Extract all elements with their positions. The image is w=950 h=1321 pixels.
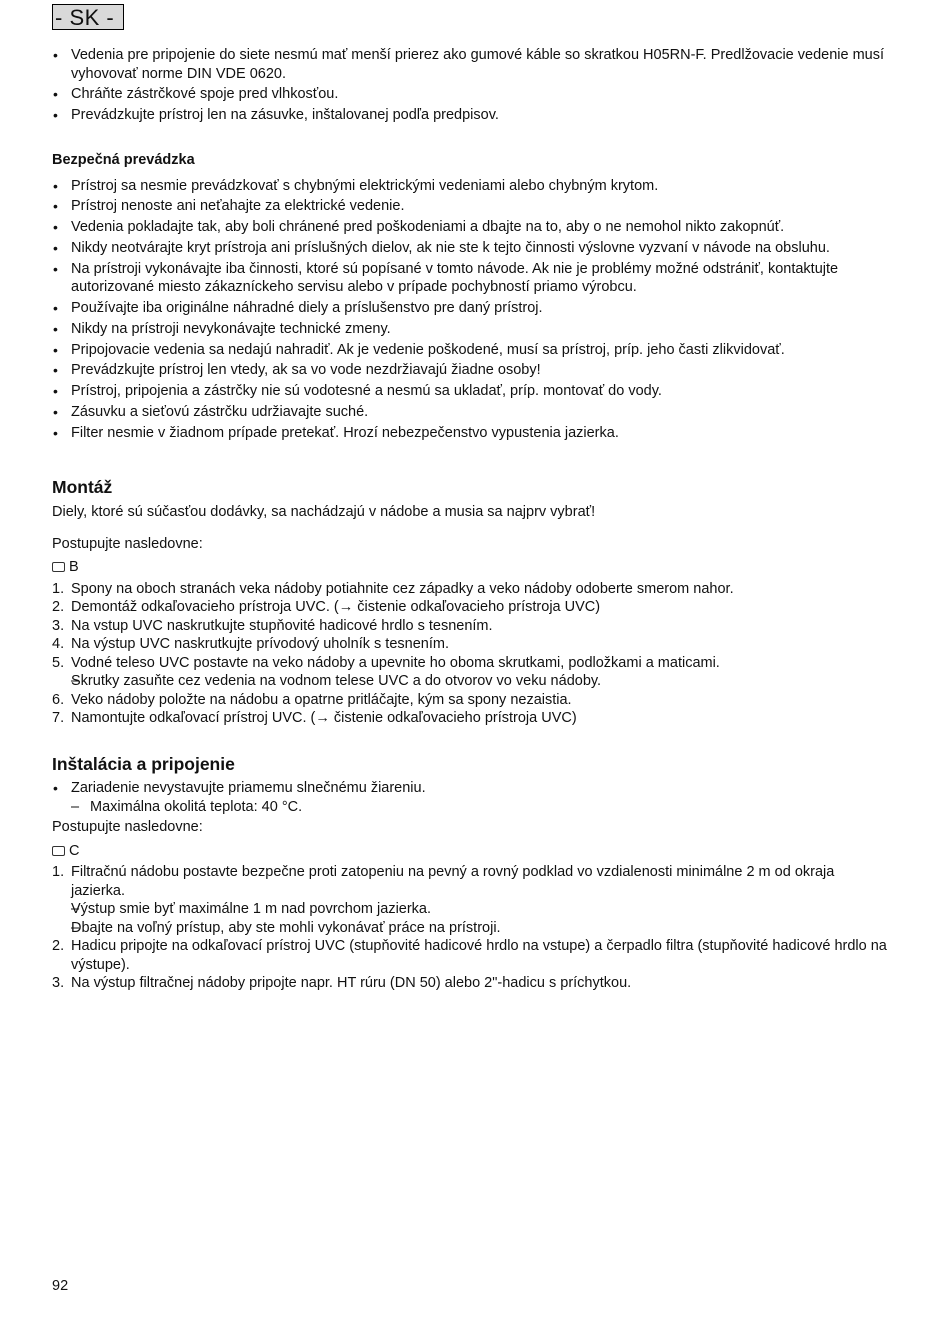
step-item: 3. Na vstup UVC naskrutkujte stupňovité hadicové hrdlo s tesnením. xyxy=(52,617,493,634)
list-item: • Prevádzkujte prístroj len na zásuvke, inštalovanej podľa predpisov. xyxy=(52,106,892,125)
step-item: 4. Na výstup UVC naskrutkujte prívodový uholník s tesnením. xyxy=(52,636,449,652)
step-substep: – Výstup smie byť maximálne 1 m nad povrchom jazierka. xyxy=(52,900,892,919)
page-number: 92 xyxy=(52,1278,69,1294)
list-item: • Nikdy neotvárajte kryt prístroja ani príslušných dielov, ak nie ste k tejto činnosti výslovne vyzvaní v návode na obsluhu. xyxy=(52,239,892,258)
step-item: 1. Filtračnú nádobu postavte bezpečne proti zatopeniu na pevný a rovný podklad vo vzdialenosti minimálne 2 m od okraja jazierka. xyxy=(52,864,835,899)
assembly-steps xyxy=(52,580,892,728)
list-item: • Vedenia pokladajte tak, aby boli chránené pred poškodeniami a dbajte na to, aby o ne nemohol nikto zakopnúť. xyxy=(52,218,892,237)
step-item: 7. Namontujte odkaľovací prístroj UVC. (→ čistenie odkaľovacieho prístroja UVC) xyxy=(52,710,577,726)
intro-bullet-list xyxy=(52,46,892,125)
list-item: • Prístroj, pripojenia a zástrčky nie sú vodotesné a nesmú sa ukladať, príp. montovať do vody. xyxy=(52,382,892,401)
assembly-section xyxy=(52,476,892,728)
installation-steps xyxy=(52,863,892,993)
figure-reference xyxy=(52,558,892,577)
step-item: 1. Spony na oboch stranách veka nádoby potiahnite cez západky a veko nádoby odoberte smerom nahor. xyxy=(52,580,734,597)
step-item: 6. Veko nádoby položte na nádobu a opatrne pritláčajte, kým sa spony nezaistia. xyxy=(52,691,572,708)
list-item: • Prevádzkujte prístroj len vtedy, ak sa vo vode nezdržiavajú žiadne osoby! xyxy=(52,361,892,380)
list-subitem: – Maximálna okolitá teplota: 40 °C. xyxy=(52,798,892,817)
language-tag: - SK - xyxy=(52,4,124,30)
figure-reference xyxy=(52,842,892,861)
list-item: • Zariadenie nevystavujte priamemu slnečnému žiareniu. xyxy=(52,779,892,798)
figure-label: B xyxy=(69,559,79,575)
list-item: • Pripojovacie vedenia sa nedajú nahradiť. Ak je vedenie poškodené, musí sa prístroj, príp. jeho časti zlikvidovať. xyxy=(52,341,892,360)
safe-operation-list xyxy=(52,177,892,443)
list-item: • Používajte iba originálne náhradné diely a príslušenstvo pre daný prístroj. xyxy=(52,299,892,318)
section-heading: Bezpečná prevádzka xyxy=(52,152,195,168)
step-item: 2. Demontáž odkaľovacieho prístroja UVC. (→ čistenie odkaľovacieho prístroja UVC) xyxy=(52,599,601,615)
proceed-text: Postupujte nasledovne: xyxy=(52,819,203,835)
step-substep: – Skrutky zasuňte cez vedenia na vodnom telese UVC a do otvorov vo veku nádoby. xyxy=(52,672,892,691)
installation-section xyxy=(52,753,892,993)
list-item: • Na prístroji vykonávajte iba činnosti, ktoré sú popísané v tomto návode. Ak nie je problémy možné odstrániť, kontaktujte autorizované miesto zákazníckeho servisu alebo v prípade pochybností priamo výrobcu. xyxy=(52,260,892,297)
list-item: • Filter nesmie v žiadnom prípade pretekať. Hrozí nebezpečenstvo vypustenia jazierka. xyxy=(52,424,892,443)
step-substep: – Dbajte na voľný prístup, aby ste mohli vykonávať práce na prístroji. xyxy=(52,919,892,938)
step-item: 2. Hadicu pripojte na odkaľovací prístroj UVC (stupňovité hadicové hrdlo na vstupe) a čerpadlo filtra (stupňovité hadicové hrdlo na výstupe). xyxy=(52,938,887,973)
step-item: 5. Vodné teleso UVC postavte na veko nádoby a upevnite ho oboma skrutkami, podložkami a maticami. xyxy=(52,654,720,671)
step-item: 3. Na výstup filtračnej nádoby pripojte napr. HT rúru (DN 50) alebo 2"-hadicu s príchytkou. xyxy=(52,975,632,991)
safe-operation-section xyxy=(52,151,892,445)
list-item: • Vedenia pre pripojenie do siete nesmú mať menší prierez ako gumové káble so skratkou H05RN-F. Predlžovacie vedenie musí vyhovovať norme DIN VDE 0620. xyxy=(52,46,892,83)
figure-label: C xyxy=(69,842,80,859)
list-item: • Zásuvku a sieťovú zástrčku udržiavajte suché. xyxy=(52,403,892,422)
proceed-text: Postupujte nasledovne: xyxy=(52,535,203,552)
section-heading: Montáž xyxy=(52,477,113,497)
section-heading: Inštalácia a pripojenie xyxy=(52,754,235,774)
installation-bullets xyxy=(52,779,892,798)
figure-icon xyxy=(52,846,65,856)
figure-icon xyxy=(52,562,65,572)
list-item: • Nikdy na prístroji nevykonávajte technické zmeny. xyxy=(52,320,892,339)
list-item: • Chráňte zástrčkové spoje pred vlhkosťou. xyxy=(52,85,892,104)
assembly-intro: Diely, ktoré sú súčasťou dodávky, sa nachádzajú v nádobe a musia sa najprv vybrať! xyxy=(52,504,596,520)
intro-section xyxy=(52,46,892,127)
list-item: • Prístroj nenoste ani neťahajte za elektrické vedenie. xyxy=(52,197,892,216)
list-item: • Prístroj sa nesmie prevádzkovať s chybnými elektrickými vedeniami alebo chybným krytom. xyxy=(52,177,892,196)
